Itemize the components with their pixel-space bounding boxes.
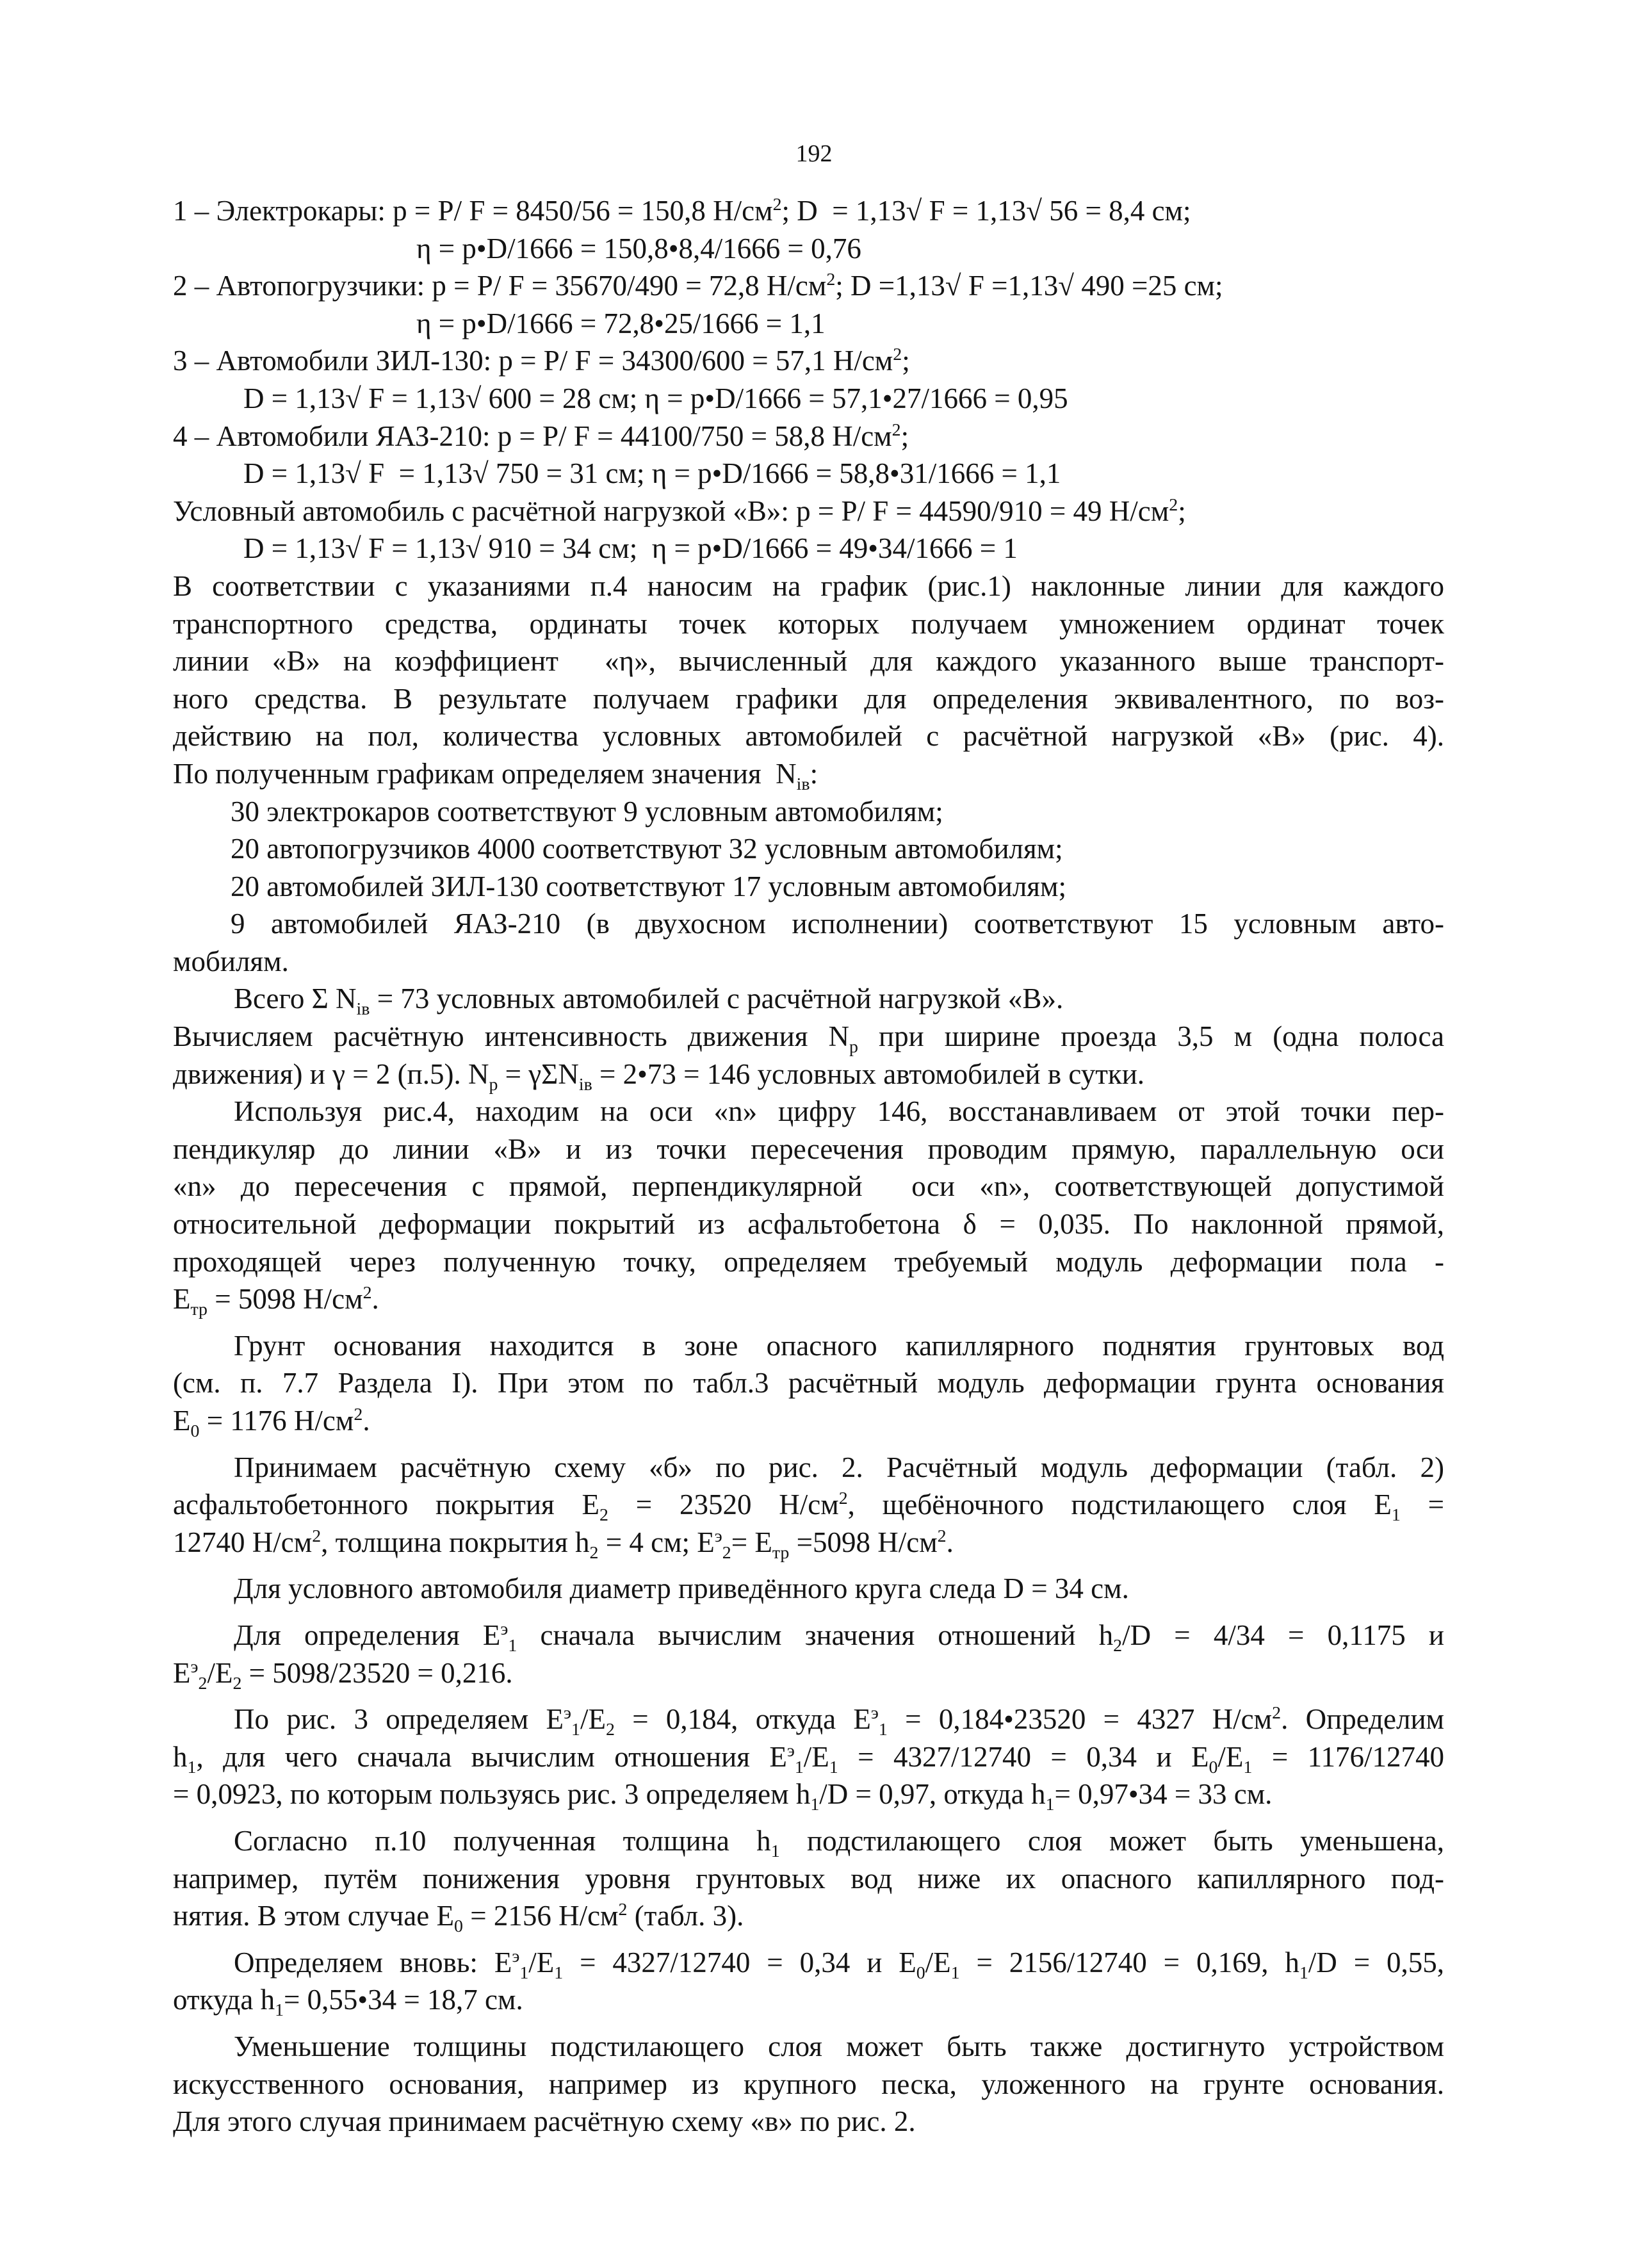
- text-line-l26: пендикуляр до линии «В» и из точки пересечения проводим прямую, параллельную оси: [173, 1132, 1444, 1165]
- text-line-l10: D = 1,13√ F = 1,13√ 910 = 34 см; η = p•D/1666 = 49•34/1666 = 1: [243, 532, 1018, 565]
- text-line-l38: Для определения $E^э_1$ сначала вычислим значения отношений $h_2/D = 4/34 = 0,1175$ и: [234, 1619, 1444, 1656]
- text-line-l06: D = 1,13√ F = 1,13√ 600 = 28 см; η = p•D/1666 = 57,1•27/1666 = 0,95: [243, 382, 1068, 414]
- text-line-l22: Всего Σ $N_{iв} = 73$ условных автомобилей с расчётной нагрузкой «В».: [234, 983, 1064, 1020]
- text-line-l21: мобилям.: [173, 945, 289, 977]
- text-line-l41: $h_1$, для чего сначала вычислим отношения $E^э_1/E_1 = 4327/12740 = 0,34$ и $E_0/E_1 = 1176/12740$: [173, 1740, 1444, 1777]
- text-line-l19: 20 автомобилей ЗИЛ-130 соответствуют 17 условным автомобилям;: [231, 870, 1066, 902]
- text-line-l29: проходящей через полученную точку, определяем требуемый модуль деформации пола -: [173, 1245, 1444, 1278]
- text-line-l20: 9 автомобилей ЯАЗ-210 (в двухосном исполнении) соответствуют 15 условным авто-: [231, 908, 1444, 940]
- paragraph-gap: [173, 1935, 1444, 1944]
- paragraph-gap: [173, 1440, 1444, 1449]
- text-line-l39: $E^э_2/E_2 = 5098/23520 = 0,216$.: [173, 1656, 513, 1693]
- text-line-l09: Условный автомобиль с расчётной нагрузкой «В»: p = P/ F = 44590/910 = 49 $Н/см^2$;: [173, 494, 1186, 527]
- text-line-l42: = 0,0923, по которым пользуясь рис. 3 определяем $h_1/D = 0,97$, откуда $h_1=$ 0,97•34 = 33 см.: [173, 1778, 1273, 1815]
- paragraph-gap: [173, 1608, 1444, 1617]
- text-line-l08: D = 1,13√ F = 1,13√ 750 = 31 см; η = p•D/1666 = 58,8•31/1666 = 1,1: [243, 457, 1061, 490]
- text-line-l02: η = p•D/1666 = 150,8•8,4/1666 = 0,76: [416, 232, 861, 265]
- text-line-l36: 12740 $Н/см^2$, толщина покрытия $h_2 = 4$ см; $E^э_2= E_{тр} =5098$ $Н/см^2$.: [173, 1526, 954, 1563]
- text-line-l12: транспортного средства, ординаты точек которых получаем умножением ординат точек: [173, 607, 1444, 640]
- paragraph-gap: [173, 2019, 1444, 2028]
- text-line-l34: Принимаем расчётную схему «б» по рис. 2. Расчётный модуль деформации (табл. 2): [234, 1451, 1444, 1483]
- page-body: [173, 192, 1444, 2141]
- text-line-l14: ного средства. В результате получаем графики для определения эквивалентного, по воз-: [173, 682, 1444, 715]
- text-line-l16: По полученным графикам определяем значения $N_{iв}$:: [173, 757, 818, 794]
- text-line-l03: 2 – Автопогрузчики: p = P/ F = 35670/490 = 72,8 $Н/см^2$; D =1,13√ F =1,13√ 490 =25 см;: [173, 270, 1223, 302]
- text-line-l43: Согласно п.10 полученная толщина $h_1$ подстилающего слоя может быть уменьшена,: [234, 1824, 1444, 1861]
- text-line-l31: Грунт основания находится в зоне опасного капиллярного поднятия грунтовых вод: [234, 1329, 1444, 1362]
- text-line-l46: Определяем вновь: $E^э_1/E_1 = 4327/12740 = 0,34$ и $E_0/E_1 = 2156/12740 = 0,169$, $h_1/D = 0,55$,: [234, 1946, 1444, 1983]
- text-line-l11: В соответствии с указаниями п.4 наносим на график (рис.1) наклонные линии для каждого: [173, 569, 1444, 602]
- paragraph-gap: [173, 1318, 1444, 1327]
- text-line-l40: По рис. 3 определяем $E^э_1/E_2 = 0,184$, откуда $E^э_1$ = 0,184•23520 = 4327 $Н/см^2$. Определим: [234, 1703, 1445, 1740]
- paragraph-gap: [173, 1561, 1444, 1570]
- text-line-l04: η = p•D/1666 = 72,8•25/1666 = 1,1: [416, 307, 826, 339]
- text-line-l47: откуда $h_1=$ 0,55•34 = 18,7 см.: [173, 1984, 523, 2021]
- text-line-l45: нятия. В этом случае $E_0 = 2156$ $Н/см^2$ (табл. 3).: [173, 1900, 744, 1937]
- text-line-l13: линии «В» на коэффициент «η», вычисленный для каждого указанного выше транспорт-: [173, 645, 1444, 678]
- text-line-l25: Используя рис.4, находим на оси «n» цифру 146, восстанавливаем от этой точки пер-: [234, 1095, 1444, 1128]
- page-number: 192: [795, 140, 833, 167]
- text-line-l07: 4 – Автомобили ЯАЗ-210: p = P/ F = 44100/750 = 58,8 $Н/см^2$;: [173, 420, 909, 452]
- text-line-l23: Вычисляем расчётную интенсивность движения $N_p$ при ширине проезда 3,5 м (одна полоса: [173, 1020, 1444, 1057]
- text-line-l28: относительной деформации покрытий из асфальтобетона δ = 0,035. По наклонной прямой,: [173, 1208, 1444, 1241]
- text-line-l30: $E_{тр} = 5098$ $Н/см^2$.: [173, 1283, 379, 1320]
- text-line-l17: 30 электрокаров соответствуют 9 условным автомобилям;: [231, 795, 943, 828]
- text-line-l35: асфальтобетонного покрытия $E_2 = 23520$ $Н/см^2$, щебёночного подстилающего слоя $E_1$ =: [173, 1489, 1444, 1526]
- text-line-l18: 20 автопогрузчиков 4000 соответствуют 32 условным автомобилям;: [231, 833, 1063, 865]
- text-line-l01: 1 – Электрокары: p = P/ F = 8450/56 = 150,8 $Н/см^2$; D = 1,13√ F = 1,13√ 56 = 8,4 см;: [173, 195, 1191, 227]
- text-line-l44: например, путём понижения уровня грунтовых вод ниже их опасного капиллярного под-: [173, 1862, 1444, 1895]
- text-line-l50: Для этого случая принимаем расчётную схему «в» по рис. 2.: [173, 2105, 916, 2138]
- text-line-l05: 3 – Автомобили ЗИЛ-130: p = P/ F = 34300/600 = 57,1 $Н/см^2$;: [173, 345, 910, 377]
- text-line-l15: действию на пол, количества условных автомобилей с расчётной нагрузкой «В» (рис. 4).: [173, 720, 1444, 753]
- text-line-l27: «n» до пересечения с прямой, перпендикулярной оси «n», соответствующей допустимой: [173, 1170, 1444, 1203]
- paragraph-gap: [173, 1692, 1444, 1701]
- paragraph-gap: [173, 1813, 1444, 1822]
- text-line-l33: $E_0 = 1176$ $Н/см^2$.: [173, 1405, 370, 1441]
- text-line-l37: Для условного автомобиля диаметр приведённого круга следа D = 34 см.: [234, 1572, 1129, 1605]
- text-line-l32: (см. п. 7.7 Раздела I). При этом по табл.3 расчётный модуль деформации грунта основания: [173, 1367, 1444, 1399]
- text-line-l48: Уменьшение толщины подстилающего слоя может быть также достигнуто устройством: [234, 2030, 1444, 2062]
- text-line-l49: искусственного основания, например из крупного песка, уложенного на грунте основания.: [173, 2068, 1444, 2100]
- text-line-l24: движения) и γ = 2 (п.5). $N_p = \gamma\Sigma N_{iв}$ = 2•73 = 146 условных автомобилей в сутки.: [173, 1057, 1145, 1095]
